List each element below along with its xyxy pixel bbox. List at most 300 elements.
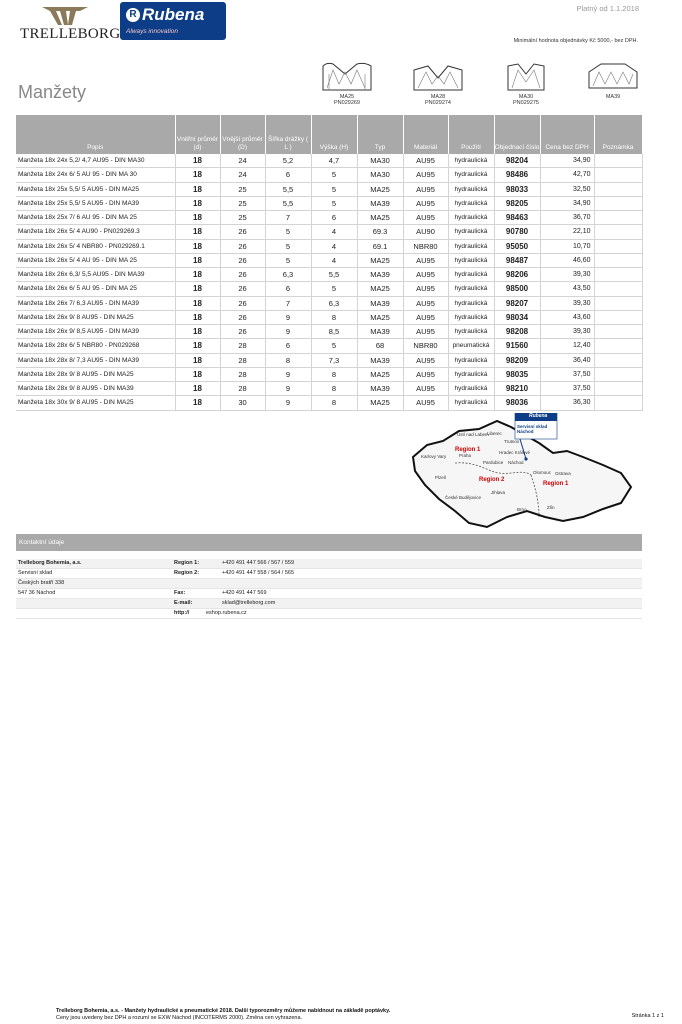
products-table — [16, 115, 643, 411]
cell-material: AU95 — [403, 154, 448, 168]
cell-type: MA39 — [357, 353, 403, 367]
table-row — [16, 168, 642, 182]
cell-price: 39,30 — [540, 268, 594, 282]
col-header-type: Typ — [357, 115, 403, 154]
cell-inner-diameter: 18 — [175, 239, 220, 253]
cell-outer-diameter: 25 — [220, 182, 265, 196]
cell-type: MA25 — [357, 310, 403, 324]
map-region-label: Region 1 — [543, 481, 569, 487]
cell-usage: hydraulická — [448, 211, 494, 225]
cell-outer-diameter: 25 — [220, 196, 265, 210]
cell-description: Manžeta 18x 26x 5/ 4 AU90 - PN029269.3 — [16, 225, 175, 239]
cell-type: MA25 — [357, 282, 403, 296]
map-city-label: Brno — [517, 507, 527, 512]
region2-label: Region 2: — [174, 570, 200, 576]
cell-order-number: 90780 — [494, 225, 540, 239]
cell-groove-width: 9 — [265, 325, 311, 339]
cell-description: Manžeta 18x 26x 9/ 8,5 AU95 - DIN MA39 — [16, 325, 175, 339]
cell-outer-diameter: 26 — [220, 239, 265, 253]
cell-order-number: 98036 — [494, 396, 540, 410]
cell-usage: hydraulická — [448, 239, 494, 253]
cell-type: 69.1 — [357, 239, 403, 253]
cell-order-number: 95050 — [494, 239, 540, 253]
table-row — [16, 310, 642, 324]
map-service-label: Servisní sklad Náchod — [517, 424, 548, 434]
contact-row — [16, 559, 642, 569]
cell-description: Manžeta 18x 26x 6,3/ 5,5 AU95 - DIN MA39 — [16, 268, 175, 282]
profile-ma25-name: MA25 — [339, 94, 355, 100]
cell-groove-width: 5 — [265, 225, 311, 239]
col-header-price: Cena bez DPH — [540, 115, 594, 154]
cell-description: Manžeta 18x 30x 9/ 8 AU95 - DIN MA25 — [16, 396, 175, 410]
cell-outer-diameter: 28 — [220, 339, 265, 353]
seal-profile-ma25-icon — [319, 60, 375, 94]
cell-material: AU95 — [403, 325, 448, 339]
cell-note — [594, 282, 642, 296]
cell-height: 4,7 — [311, 154, 357, 168]
map-city-label: Trutnov — [504, 439, 520, 444]
table-row — [16, 396, 642, 410]
contact-row — [16, 569, 642, 579]
cell-type: MA39 — [357, 382, 403, 396]
table-row — [16, 367, 642, 381]
cell-height: 4 — [311, 239, 357, 253]
profile-ma30-code: PN029275 — [513, 100, 539, 106]
cell-groove-width: 9 — [265, 367, 311, 381]
cell-height: 5,5 — [311, 268, 357, 282]
contacts-section — [16, 534, 642, 619]
cell-groove-width: 6 — [265, 339, 311, 353]
cell-material: AU95 — [403, 282, 448, 296]
email-label: E-mail: — [174, 600, 193, 606]
col-header-usage: Použití — [448, 115, 494, 154]
col-header-note: Poznámka — [594, 115, 642, 154]
cell-groove-width: 9 — [265, 396, 311, 410]
cell-type: MA25 — [357, 367, 403, 381]
cell-price: 34,90 — [540, 154, 594, 168]
contact-row — [16, 609, 642, 619]
cell-note — [594, 154, 642, 168]
cell-material: AU95 — [403, 382, 448, 396]
cell-price: 12,40 — [540, 339, 594, 353]
cell-inner-diameter: 18 — [175, 353, 220, 367]
cell-usage: hydraulická — [448, 396, 494, 410]
table-row — [16, 339, 642, 353]
cell-inner-diameter: 18 — [175, 339, 220, 353]
cell-order-number: 98210 — [494, 382, 540, 396]
cell-height: 8 — [311, 382, 357, 396]
footer-note — [56, 1008, 390, 1022]
cell-description: Manžeta 18x 24x 5,2/ 4,7 AU95 - DIN MA30 — [16, 154, 175, 168]
cell-inner-diameter: 18 — [175, 211, 220, 225]
cell-outer-diameter: 30 — [220, 396, 265, 410]
cell-order-number: 98463 — [494, 211, 540, 225]
valid-from-date: Platný od 1.1.2018 — [576, 4, 639, 13]
cell-material: AU95 — [403, 253, 448, 267]
cell-order-number: 98209 — [494, 353, 540, 367]
profile-ma30-name: MA30 — [518, 94, 534, 100]
cell-note — [594, 353, 642, 367]
cell-note — [594, 268, 642, 282]
cell-price: 46,60 — [540, 253, 594, 267]
cell-price: 42,70 — [540, 168, 594, 182]
seal-profile-ma30-icon — [504, 60, 548, 94]
cell-type: MA39 — [357, 196, 403, 210]
cell-order-number: 98034 — [494, 310, 540, 324]
cell-groove-width: 5,5 — [265, 196, 311, 210]
rubena-tagline: Always innovation — [126, 28, 179, 35]
map-city-label: Ostrava — [555, 471, 571, 476]
region-map — [407, 413, 643, 535]
cell-order-number: 98487 — [494, 253, 540, 267]
cell-material: AU90 — [403, 225, 448, 239]
cell-inner-diameter: 18 — [175, 168, 220, 182]
table-row — [16, 154, 642, 168]
cell-usage: hydraulická — [448, 382, 494, 396]
cell-price: 22,10 — [540, 225, 594, 239]
cell-height: 8 — [311, 367, 357, 381]
contacts-title: Kontaktní údaje — [16, 534, 642, 551]
cell-description: Manžeta 18x 26x 5/ 4 NBR80 - PN029269.1 — [16, 239, 175, 253]
company-name: Trelleborg Bohemia, a.s. — [18, 560, 82, 566]
cell-usage: hydraulická — [448, 168, 494, 182]
cell-note — [594, 339, 642, 353]
profile-ma25 — [316, 60, 378, 106]
cell-price: 32,50 — [540, 182, 594, 196]
table-row — [16, 225, 642, 239]
cell-groove-width: 5 — [265, 253, 311, 267]
cell-type: MA25 — [357, 182, 403, 196]
address-line: Servisní sklad — [18, 570, 53, 576]
map-city-label: Náchod — [508, 460, 524, 465]
cell-type: 69.3 — [357, 225, 403, 239]
cell-order-number: 91560 — [494, 339, 540, 353]
table-row — [16, 196, 642, 210]
cell-price: 37,50 — [540, 382, 594, 396]
cell-price: 37,50 — [540, 367, 594, 381]
cell-height: 5 — [311, 182, 357, 196]
cell-note — [594, 225, 642, 239]
trelleborg-logo — [20, 5, 121, 42]
map-region-label: Region 2 — [479, 477, 505, 483]
cell-height: 4 — [311, 253, 357, 267]
cell-order-number: 98208 — [494, 325, 540, 339]
cell-type: MA30 — [357, 154, 403, 168]
map-city-label: Plzeň — [435, 475, 447, 480]
region2-phone: +420 491 447 558 / 564 / 565 — [222, 570, 295, 576]
cell-usage: hydraulická — [448, 325, 494, 339]
cell-price: 36,70 — [540, 211, 594, 225]
rubena-logo — [120, 2, 226, 40]
cell-material: AU95 — [403, 268, 448, 282]
cell-usage: hydraulická — [448, 367, 494, 381]
cell-type: MA25 — [357, 211, 403, 225]
cell-groove-width: 7 — [265, 211, 311, 225]
cell-outer-diameter: 26 — [220, 325, 265, 339]
cell-material: AU95 — [403, 396, 448, 410]
table-row — [16, 253, 642, 267]
table-row — [16, 382, 642, 396]
cell-inner-diameter: 18 — [175, 253, 220, 267]
cell-height: 5 — [311, 339, 357, 353]
cell-inner-diameter: 18 — [175, 367, 220, 381]
cell-note — [594, 196, 642, 210]
cell-note — [594, 382, 642, 396]
cell-description: Manžeta 18x 28x 6/ 5 NBR80 - PN029268 — [16, 339, 175, 353]
cell-usage: hydraulická — [448, 225, 494, 239]
cell-inner-diameter: 18 — [175, 310, 220, 324]
cell-outer-diameter: 28 — [220, 353, 265, 367]
profile-ma28 — [407, 62, 469, 106]
region1-label: Region 1: — [174, 560, 200, 566]
cell-outer-diameter: 26 — [220, 282, 265, 296]
cell-note — [594, 310, 642, 324]
cell-height: 5 — [311, 196, 357, 210]
cell-groove-width: 5,2 — [265, 154, 311, 168]
seal-profile-ma39-icon — [585, 60, 641, 94]
cell-price: 43,50 — [540, 282, 594, 296]
cell-description: Manžeta 18x 25x 5,5/ 5 AU95 - DIN MA25 — [16, 182, 175, 196]
cell-outer-diameter: 26 — [220, 310, 265, 324]
table-row — [16, 239, 642, 253]
map-region-label: Region 1 — [455, 447, 481, 453]
profile-ma28-code: PN029274 — [425, 100, 451, 106]
contact-row — [16, 579, 642, 589]
trelleborg-emblem-icon — [42, 5, 88, 27]
cell-outer-diameter: 28 — [220, 367, 265, 381]
map-city-label: Pardubice — [483, 460, 504, 465]
cell-note — [594, 367, 642, 381]
cell-height: 4 — [311, 225, 357, 239]
table-row — [16, 282, 642, 296]
cell-type: 68 — [357, 339, 403, 353]
cell-note — [594, 296, 642, 310]
footer-line-1: Trelleborg Bohemia, a.s. - Manžety hydraulické a pneumatické 2018. Další typorozměry můžeme nabídnout na základě poptávky. — [56, 1008, 391, 1014]
cell-note — [594, 396, 642, 410]
cell-price: 43,60 — [540, 310, 594, 324]
email-link[interactable]: sklad@trelleborg.com — [222, 600, 276, 606]
col-header-material: Materiál — [403, 115, 448, 154]
cell-inner-diameter: 18 — [175, 268, 220, 282]
cell-material: AU95 — [403, 182, 448, 196]
profile-ma28-name: MA28 — [430, 94, 446, 100]
cell-inner-diameter: 18 — [175, 196, 220, 210]
table-row — [16, 182, 642, 196]
cell-type: MA39 — [357, 325, 403, 339]
cell-groove-width: 8 — [265, 353, 311, 367]
cell-price: 10,70 — [540, 239, 594, 253]
col-header-outer-diameter: Vnější průměr (D) — [220, 115, 265, 154]
cell-order-number: 98204 — [494, 154, 540, 168]
cell-note — [594, 182, 642, 196]
cell-description: Manžeta 18x 25x 5,5/ 5 AU95 - DIN MA39 — [16, 196, 175, 210]
cell-material: AU95 — [403, 367, 448, 381]
cell-order-number: 98033 — [494, 182, 540, 196]
map-city-label: Hradec Králové — [499, 450, 531, 455]
table-row — [16, 325, 642, 339]
col-header-order-number: Objednací číslo — [494, 115, 540, 154]
cell-groove-width: 6 — [265, 168, 311, 182]
cell-groove-width: 5,5 — [265, 182, 311, 196]
rubena-r-icon: R — [126, 8, 140, 22]
map-city-label: Ústí nad Labem — [457, 432, 489, 437]
cell-type: MA25 — [357, 253, 403, 267]
cell-inner-diameter: 18 — [175, 382, 220, 396]
map-city-label: Olomouc — [533, 470, 552, 475]
cell-height: 5 — [311, 282, 357, 296]
cell-usage: hydraulická — [448, 154, 494, 168]
cell-price: 36,40 — [540, 353, 594, 367]
web-link[interactable]: eshop.rubena.cz — [206, 610, 247, 616]
cell-description: Manžeta 18x 26x 6/ 5 AU 95 - DIN MA 25 — [16, 282, 175, 296]
cell-price: 39,30 — [540, 325, 594, 339]
table-row — [16, 211, 642, 225]
cell-material: AU95 — [403, 296, 448, 310]
map-city-label: Jihlava — [491, 490, 506, 495]
cell-usage: hydraulická — [448, 253, 494, 267]
cell-usage: hydraulická — [448, 268, 494, 282]
cell-material: AU95 — [403, 211, 448, 225]
cell-height: 5 — [311, 168, 357, 182]
cell-description: Manžeta 18x 25x 7/ 6 AU 95 - DIN MA 25 — [16, 211, 175, 225]
cell-price: 34,90 — [540, 196, 594, 210]
cell-note — [594, 253, 642, 267]
table-row — [16, 353, 642, 367]
cell-material: NBR80 — [403, 239, 448, 253]
cell-height: 8 — [311, 310, 357, 324]
page-title: Manžety — [18, 82, 87, 102]
cell-inner-diameter: 18 — [175, 182, 220, 196]
map-city-label: Praha — [459, 453, 472, 458]
cell-outer-diameter: 24 — [220, 168, 265, 182]
cell-order-number: 98206 — [494, 268, 540, 282]
cell-order-number: 98035 — [494, 367, 540, 381]
cell-inner-diameter: 18 — [175, 154, 220, 168]
rubena-wordmark: Rubena — [142, 5, 205, 24]
map-city-label: Zlín — [547, 505, 555, 510]
cell-order-number: 98500 — [494, 282, 540, 296]
cell-inner-diameter: 18 — [175, 396, 220, 410]
cell-outer-diameter: 26 — [220, 268, 265, 282]
cell-height: 7,3 — [311, 353, 357, 367]
cell-description: Manžeta 18x 26x 5/ 4 AU 95 - DIN MA 25 — [16, 253, 175, 267]
profile-ma30 — [495, 60, 557, 106]
cell-material: AU95 — [403, 196, 448, 210]
col-header-groove-width: Šířka drážky ( L ) — [265, 115, 311, 154]
cell-material: AU95 — [403, 353, 448, 367]
address-line: 547 36 Náchod — [18, 590, 56, 596]
cell-note — [594, 168, 642, 182]
footer-line-2: Ceny jsou uvedeny bez DPH a rozumí se EXW Náchod (INCOTERMS 2000). Změna cen vyhrazena. — [56, 1015, 303, 1021]
table-row — [16, 268, 642, 282]
cell-usage: hydraulická — [448, 310, 494, 324]
cell-outer-diameter: 28 — [220, 382, 265, 396]
cell-groove-width: 6,3 — [265, 268, 311, 282]
contact-row — [16, 599, 642, 609]
web-label: http:// — [174, 610, 190, 616]
map-rubena-brand: Rubena — [529, 413, 548, 419]
address-line: Českých bratří 338 — [18, 580, 65, 586]
cell-groove-width: 9 — [265, 382, 311, 396]
cell-height: 8,5 — [311, 325, 357, 339]
cell-height: 6,3 — [311, 296, 357, 310]
cell-outer-diameter: 25 — [220, 211, 265, 225]
fax-label: Fax: — [174, 590, 186, 596]
cell-inner-diameter: 18 — [175, 225, 220, 239]
cell-usage: hydraulická — [448, 282, 494, 296]
cell-price: 36,30 — [540, 396, 594, 410]
page-number: Stránka 1 z 1 — [631, 1013, 664, 1019]
cell-description: Manžeta 18x 26x 9/ 8 AU95 - DIN MA25 — [16, 310, 175, 324]
cell-description: Manžeta 18x 26x 7/ 6,3 AU95 - DIN MA39 — [16, 296, 175, 310]
cell-type: MA39 — [357, 268, 403, 282]
cell-outer-diameter: 26 — [220, 253, 265, 267]
cell-groove-width: 7 — [265, 296, 311, 310]
cell-note — [594, 325, 642, 339]
cell-description: Manžeta 18x 24x 6/ 5 AU 95 - DIN MA 30 — [16, 168, 175, 182]
profile-ma39 — [582, 60, 644, 100]
cell-description: Manžeta 18x 28x 9/ 8 AU95 - DIN MA25 — [16, 367, 175, 381]
cell-groove-width: 5 — [265, 239, 311, 253]
cell-usage: hydraulická — [448, 353, 494, 367]
cell-usage: hydraulická — [448, 296, 494, 310]
fax-number: +420 491 447 569 — [222, 590, 267, 596]
cell-height: 8 — [311, 396, 357, 410]
cell-outer-diameter: 24 — [220, 154, 265, 168]
region1-phone: +420 491 447 566 / 567 / 559 — [222, 560, 295, 566]
cell-groove-width: 6 — [265, 282, 311, 296]
cell-type: MA39 — [357, 296, 403, 310]
min-order-note: Minimální hodnota objednávky Kč 5000,- bez DPH. — [513, 38, 638, 44]
cell-price: 39,30 — [540, 296, 594, 310]
map-city-label: Liberec — [487, 431, 502, 436]
cell-material: AU95 — [403, 310, 448, 324]
cell-order-number: 98486 — [494, 168, 540, 182]
map-city-label: České Budějovice — [445, 495, 482, 500]
cell-usage: pneumatická — [448, 339, 494, 353]
seal-profile-ma28-icon — [410, 62, 466, 94]
col-header-height: Výška (H) — [311, 115, 357, 154]
cell-type: MA25 — [357, 396, 403, 410]
cell-type: MA30 — [357, 168, 403, 182]
table-header-row — [16, 115, 642, 154]
cell-inner-diameter: 18 — [175, 282, 220, 296]
contact-row — [16, 589, 642, 599]
cell-description: Manžeta 18x 28x 8/ 7,3 AU95 - DIN MA39 — [16, 353, 175, 367]
table-row — [16, 296, 642, 310]
cell-outer-diameter: 26 — [220, 225, 265, 239]
cell-inner-diameter: 18 — [175, 296, 220, 310]
cell-note — [594, 239, 642, 253]
cell-groove-width: 9 — [265, 310, 311, 324]
profile-ma25-code: PN029269 — [334, 100, 360, 106]
cell-material: NBR80 — [403, 339, 448, 353]
cell-inner-diameter: 18 — [175, 325, 220, 339]
cell-note — [594, 211, 642, 225]
cell-outer-diameter: 26 — [220, 296, 265, 310]
profile-ma39-name: MA39 — [605, 94, 621, 100]
cell-height: 6 — [311, 211, 357, 225]
col-header-inner-diameter: Vnitřní průměr (d) — [175, 115, 220, 154]
map-city-label: Karlovy Vary — [421, 454, 447, 459]
cell-material: AU95 — [403, 168, 448, 182]
cell-usage: hydraulická — [448, 196, 494, 210]
cell-description: Manžeta 18x 28x 9/ 8 AU95 - DIN MA39 — [16, 382, 175, 396]
products-table-body — [16, 154, 642, 410]
cell-order-number: 98205 — [494, 196, 540, 210]
col-header-popis: Popis — [16, 115, 175, 154]
cell-usage: hydraulická — [448, 182, 494, 196]
